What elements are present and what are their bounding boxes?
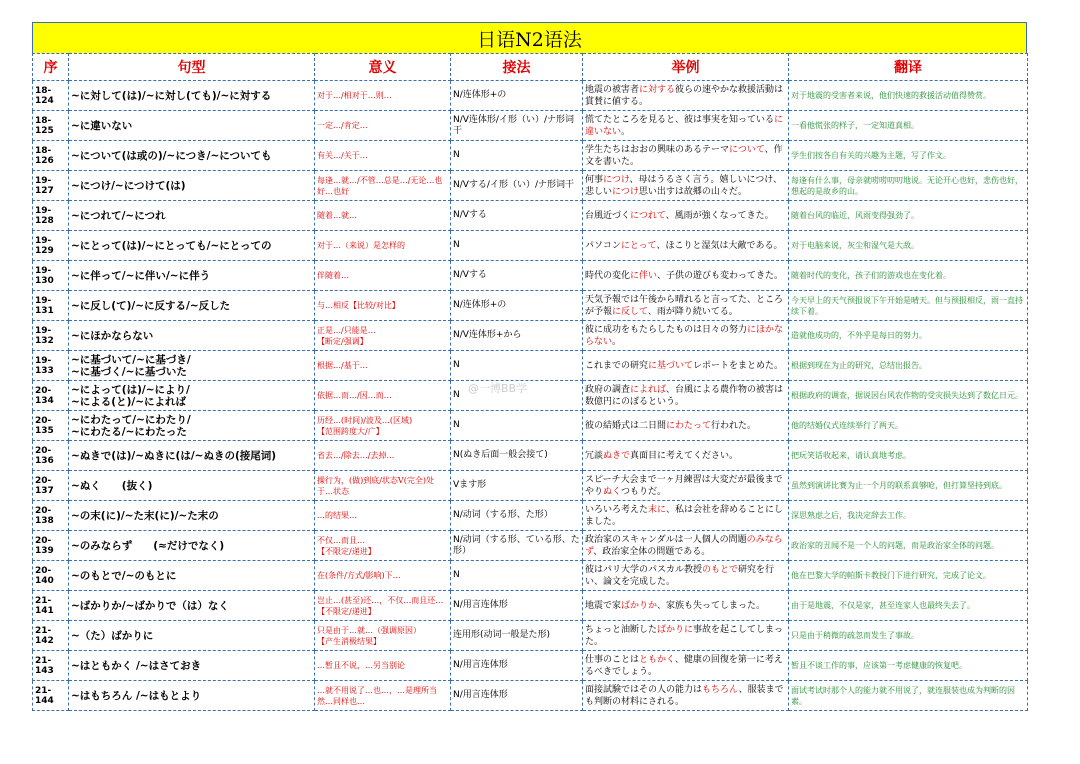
row-translation: 随着时代的变化，孩子们的游戏也在变化着。 <box>789 261 1028 291</box>
row-pattern: ~（た）ばかりに <box>69 621 315 651</box>
example-text: 天気予報では午後から晴れると言ってた、ところが予報 <box>585 294 784 317</box>
example-highlight: に違いない <box>585 114 784 137</box>
example-highlight: に反して <box>612 306 648 317</box>
row-example <box>583 81 789 111</box>
header-meaning: 意义 <box>315 54 451 81</box>
row-example <box>583 141 789 171</box>
row-pattern: ~にわたって/~にわたり/ ~にわたる/~にわたった <box>69 411 315 441</box>
row-pattern: ~はともかく /~はさておき <box>69 651 315 681</box>
example-highlight: ぬく <box>603 486 622 497</box>
row-meaning: 有关…/关于… <box>315 141 451 171</box>
row-translation: 他的结婚仪式连续举行了两天。 <box>789 411 1028 441</box>
example-highlight: に基づいて <box>648 360 694 371</box>
example-highlight: にとって <box>620 240 657 251</box>
row-example <box>583 441 789 471</box>
row-connection: N/连体形+の <box>451 81 583 111</box>
example-highlight: について <box>729 144 765 155</box>
example-text: 、ほこりと湿気は大敵である。 <box>656 240 783 251</box>
row-pattern: ~の末(に)/~た末(に)/~た末の <box>69 501 315 531</box>
example-text: 地震で家 <box>585 600 622 611</box>
row-meaning: 只是由于…就…（强调原因） 【产生消极结果】 <box>315 621 451 651</box>
row-pattern: ~に反し(て)/~に反する/~反した <box>69 291 315 321</box>
row-connection: N/Vする/イ形（い）/ナ形词干 <box>451 171 583 201</box>
row-id: 19-130 <box>33 261 69 291</box>
example-text: 彼はパリ大学のパスカル教授 <box>585 564 703 575</box>
table-row <box>33 621 1028 651</box>
row-example <box>583 321 789 351</box>
grammar-sheet <box>32 22 1027 711</box>
row-pattern: ~ぬく (抜く) <box>69 471 315 501</box>
row-meaning: …就不用说了…也…，…是理所当然…同样也… <box>315 681 451 711</box>
row-translation: 暂且不谈工作的事，应该第一考虑健康的恢复吧。 <box>789 651 1028 681</box>
row-id: 20-134 <box>33 381 69 411</box>
row-meaning: 对于…/相对于…则… <box>315 81 451 111</box>
row-pattern: ~のもとで/~のもとに <box>69 561 315 591</box>
row-example <box>583 651 789 681</box>
row-example <box>583 111 789 141</box>
example-text: 、雨が降り続いてる。 <box>647 306 738 317</box>
header-translation: 翻译 <box>789 54 1028 81</box>
row-meaning: 一定…/肯定… <box>315 111 451 141</box>
row-translation: 学生们按各自有关的兴趣为主题，写了作文。 <box>789 141 1028 171</box>
table-row <box>33 321 1028 351</box>
row-meaning: …的结果… <box>315 501 451 531</box>
example-text: 、家族も失ってしまった。 <box>657 600 766 611</box>
example-text: 真面目に考えてください。 <box>630 450 739 461</box>
row-connection: N <box>451 351 583 381</box>
example-highlight: にほかならない <box>585 324 784 347</box>
example-text: つもりだ。 <box>621 486 667 497</box>
example-highlight: ともかく <box>639 654 675 665</box>
row-id: 19-129 <box>33 231 69 261</box>
row-connection: Vます形 <box>451 471 583 501</box>
table-row <box>33 561 1028 591</box>
example-highlight: のみならず <box>585 534 783 557</box>
table-row <box>33 501 1028 531</box>
row-translation: 造就他成功的，不外乎是每日的努力。 <box>789 321 1028 351</box>
row-pattern: ~にとって(は)/~にとっても/~にとっての <box>69 231 315 261</box>
header-connection: 接法 <box>451 54 583 81</box>
example-text: 、私は会社を辞めることにしました。 <box>585 504 784 527</box>
row-pattern: ~のみならず (≈だけでなく) <box>69 531 315 561</box>
example-text: 、母はうるさく言う。嬉しいにつけ、悲しい <box>585 174 782 197</box>
example-highlight: に対する <box>639 84 676 95</box>
row-connection: N <box>451 231 583 261</box>
example-highlight: につけ <box>603 174 630 185</box>
row-translation: 今天早上的天气预报说下午开始是晴天。但与预报相反，雨一直持续下着。 <box>789 291 1028 321</box>
row-meaning: 与…相反【比较/对比】 <box>315 291 451 321</box>
example-highlight: につれて <box>630 210 666 221</box>
row-example <box>583 351 789 381</box>
row-connection: N <box>451 411 583 441</box>
example-text: 、健康の回復を第一に考えるべきでしょう。 <box>585 654 783 677</box>
row-example <box>583 561 789 591</box>
table-row <box>33 291 1028 321</box>
row-translation: 对于地震的受害者来说，他们快速的救援活动值得赞赏。 <box>789 81 1028 111</box>
row-id: 18-126 <box>33 141 69 171</box>
row-meaning: 在(条件/方式/影响)下… <box>315 561 451 591</box>
row-connection: N/动词（する形、ている形、た形） <box>451 531 583 561</box>
example-text: レポートをまとめた。 <box>693 360 784 371</box>
row-id: 19-132 <box>33 321 69 351</box>
row-id: 20-138 <box>33 501 69 531</box>
row-connection: N/Vする <box>451 201 583 231</box>
header-pattern: 句型 <box>69 54 315 81</box>
example-text: 地震の被害者 <box>585 84 640 95</box>
row-meaning: 不仅…而且… 【不限定/递进】 <box>315 531 451 561</box>
row-pattern: ~ばかりか/~ばかりで（は）なく <box>69 591 315 621</box>
row-translation: 深思熟虑之后，我决定辞去工作。 <box>789 501 1028 531</box>
table-row <box>33 651 1028 681</box>
row-example <box>583 231 789 261</box>
example-text: パソコン <box>585 240 621 251</box>
row-pattern: ~につれて/~につれ <box>69 201 315 231</box>
example-highlight: ぬきで <box>603 450 631 461</box>
row-id: 18-124 <box>33 81 69 111</box>
example-highlight: につけ <box>612 186 639 197</box>
row-pattern: ~によって(は)/~により/ ~による(と)/~によれば <box>69 381 315 411</box>
example-text: スピーチ大会まで一ヶ月練習は大変だが最後までやり <box>585 474 783 497</box>
row-example <box>583 261 789 291</box>
example-highlight: にわたって <box>666 420 712 431</box>
row-meaning: 依据…而…/因…而… <box>315 381 451 411</box>
example-text: 政治家のスキャンダルは一人個人の問題 <box>585 534 747 545</box>
example-text: 、子供の遊びも変わってきた。 <box>657 270 783 281</box>
table-row <box>33 381 1028 411</box>
example-text: 時代の変化 <box>585 270 631 281</box>
row-meaning: …暂且不说，…另当别论 <box>315 651 451 681</box>
table-row <box>33 81 1028 111</box>
example-highlight: もちろん <box>702 684 739 695</box>
example-text: 慌てたところを見ると、彼は事実を知っている <box>585 114 775 125</box>
example-highlight: 末に <box>648 504 667 515</box>
row-example <box>583 621 789 651</box>
watermark: @一博BB学 <box>468 382 528 395</box>
table-row <box>33 411 1028 441</box>
example-text: 政府の調査 <box>585 384 631 395</box>
example-text: 思い出すは故郷の山々だ。 <box>638 186 747 197</box>
row-id: 19-131 <box>33 291 69 321</box>
row-id: 18-125 <box>33 111 69 141</box>
row-connection: N/用言连体形 <box>451 651 583 681</box>
example-text: いろいろ考えた <box>585 504 649 515</box>
row-translation: 只是由于稍微的疏忽而发生了事故。 <box>789 621 1028 651</box>
row-meaning: 随着…就… <box>315 201 451 231</box>
row-pattern: ~ぬきで(は)/~ぬきに(は/~ぬきの(接尾词) <box>69 441 315 471</box>
example-text: 彼に成功をもたらしたものは日々の努力 <box>585 324 748 335</box>
row-id: 21-143 <box>33 651 69 681</box>
row-example <box>583 411 789 441</box>
example-highlight: ばかりか <box>621 600 658 611</box>
row-connection: N/用言连体形 <box>451 681 583 711</box>
table-row <box>33 471 1028 501</box>
row-pattern: ~に違いない <box>69 111 315 141</box>
example-text: 行われた。 <box>711 420 757 431</box>
row-meaning: 历经…(时间)/波及…(区域) 【范围跨度大/广】 <box>315 411 451 441</box>
row-meaning: 对于…（来说）是怎样的 <box>315 231 451 261</box>
row-id: 21-142 <box>33 621 69 651</box>
row-pattern: ~につけ/~につけて(は) <box>69 171 315 201</box>
example-highlight: ばかりに <box>657 624 694 635</box>
row-id: 20-136 <box>33 441 69 471</box>
row-id: 19-127 <box>33 171 69 201</box>
row-translation: 对于电脑来说，灰尘和湿气是大敌。 <box>789 231 1028 261</box>
example-text: 、政治家全体の問題である。 <box>593 546 711 557</box>
row-translation: 一看他慌张的样子，一定知道真相。 <box>789 111 1028 141</box>
example-text: 何事 <box>585 174 604 185</box>
header-id: 序 <box>33 54 69 81</box>
row-connection: 连用形(动词一般是た形) <box>451 621 583 651</box>
row-example <box>583 471 789 501</box>
row-connection: N/V连体形+から <box>451 321 583 351</box>
example-text: 冗談 <box>585 450 604 461</box>
row-meaning: 省去…/除去…/去掉… <box>315 441 451 471</box>
row-connection: N <box>451 561 583 591</box>
row-example <box>583 531 789 561</box>
row-pattern: ~に対して(は)/~に対し(ても)/~に対する <box>69 81 315 111</box>
row-example <box>583 381 789 411</box>
row-connection: N/动词（する形、た形） <box>451 501 583 531</box>
row-meaning: 操行为，(做)到底/状态V(完全)处于…状态 <box>315 471 451 501</box>
row-example <box>583 171 789 201</box>
example-highlight: のもとで <box>702 564 739 575</box>
grammar-table <box>32 53 1028 711</box>
table-row <box>33 441 1028 471</box>
row-id: 20-139 <box>33 531 69 561</box>
example-highlight: によれば <box>630 384 667 395</box>
row-connection: N(ぬき后面一般会接て) <box>451 441 583 471</box>
row-translation: 根据政府的调查，据说因台风农作物的受灾损失达到了数亿日元。 <box>789 381 1028 411</box>
row-connection: N/Vする <box>451 261 583 291</box>
header-row <box>33 54 1028 81</box>
row-id: 20-135 <box>33 411 69 441</box>
table-row <box>33 111 1028 141</box>
example-text: 、台風による農作物の被害は数億円にのぼるという。 <box>585 384 784 407</box>
row-example <box>583 291 789 321</box>
row-translation: 虽然到演讲比赛为止一个月的联系真够呛，但打算坚持到底。 <box>789 471 1028 501</box>
example-text: 事故を起こしてしまった。 <box>585 624 784 647</box>
example-text: 彼の結婚式は二日間 <box>585 420 667 431</box>
row-connection: N/用言连体形 <box>451 591 583 621</box>
example-text: 彼らの速やかな救援活動は賞賛に値する。 <box>585 84 784 107</box>
table-row <box>33 231 1028 261</box>
row-id: 19-133 <box>33 351 69 381</box>
row-example <box>583 501 789 531</box>
table-row <box>33 201 1028 231</box>
row-pattern: ~について(は或の)/~につき/~についても <box>69 141 315 171</box>
row-meaning: 正是…/只能是… 【断定/强调】 <box>315 321 451 351</box>
row-example <box>583 681 789 711</box>
row-meaning: 伴随着… <box>315 261 451 291</box>
row-translation: 根据到现在为止的研究，总结出报告。 <box>789 351 1028 381</box>
row-id: 19-128 <box>33 201 69 231</box>
table-row <box>33 351 1028 381</box>
row-translation: 他在巴黎大学的帕斯卡教授门下进行研究，完成了论文。 <box>789 561 1028 591</box>
row-meaning: 岂止…(甚至)还…，不仅…而且还…【不限定/递进】 <box>315 591 451 621</box>
table-row <box>33 591 1028 621</box>
row-example <box>583 201 789 231</box>
example-text: 、服装までも判断の材料にされる。 <box>585 684 784 707</box>
row-meaning: 根据…/基于… <box>315 351 451 381</box>
example-text: 研究を行い、論文を完成した。 <box>585 564 775 587</box>
table-row <box>33 681 1028 711</box>
row-pattern: ~に基づいて/~に基づき/ ~に基づく/~に基づいた <box>69 351 315 381</box>
row-id: 20-137 <box>33 471 69 501</box>
example-text: 台風近づく <box>585 210 631 221</box>
example-text: 、風雨が強くなってきた。 <box>665 210 774 221</box>
table-row <box>33 141 1028 171</box>
row-pattern: ~に伴って/~に伴い/~に伴う <box>69 261 315 291</box>
row-meaning: 每逢…就…/不管…总是…/无论…也好…也好 <box>315 171 451 201</box>
row-pattern: ~にほかならない <box>69 321 315 351</box>
example-text: 仕事のことは <box>585 654 640 665</box>
example-text: 学生たちはおおの興味のあるテーマ <box>585 144 730 155</box>
row-connection: N <box>451 141 583 171</box>
row-pattern: ~はもちろん /~はもとより <box>69 681 315 711</box>
row-id: 21-141 <box>33 591 69 621</box>
header-example: 举例 <box>583 54 789 81</box>
example-text: これまでの研究 <box>585 360 649 371</box>
table-row <box>33 261 1028 291</box>
row-translation: 把玩笑话收起来，请认真地考虑。 <box>789 441 1028 471</box>
row-id: 21-144 <box>33 681 69 711</box>
example-text: 。 <box>612 336 622 347</box>
example-text: 面接試験ではその人の能力は <box>585 684 703 695</box>
example-text: 。 <box>621 126 631 137</box>
example-highlight: に伴い <box>630 270 658 281</box>
row-translation: 随着台风的临近，风雨变得强劲了。 <box>789 201 1028 231</box>
row-translation: 政治家的丑闻不是一个人的问题，而是政治家全体的问题。 <box>789 531 1028 561</box>
row-connection: N/连体形+の <box>451 291 583 321</box>
table-row <box>33 171 1028 201</box>
sheet-title: 日语N2语法 <box>32 22 1027 53</box>
row-translation: 每逢有什么事，母亲就唠唠叨叨地说。无论开心也好，悲伤也好，想起的是故乡的山。 <box>789 171 1028 201</box>
example-text: 、作文を書いた。 <box>585 144 783 167</box>
row-id: 20-140 <box>33 561 69 591</box>
row-example <box>583 591 789 621</box>
example-text: ちょっと油断した <box>585 624 658 635</box>
row-connection: N <box>451 381 583 411</box>
table-row <box>33 531 1028 561</box>
row-translation: 面试考试时那个人的能力就不用说了，就连服装也成为判断的因素。 <box>789 681 1028 711</box>
row-translation: 由于是地震，不仅是家，甚至连家人也最终失去了。 <box>789 591 1028 621</box>
row-connection: N/V连体形/イ形（い）/ナ形词干 <box>451 111 583 141</box>
